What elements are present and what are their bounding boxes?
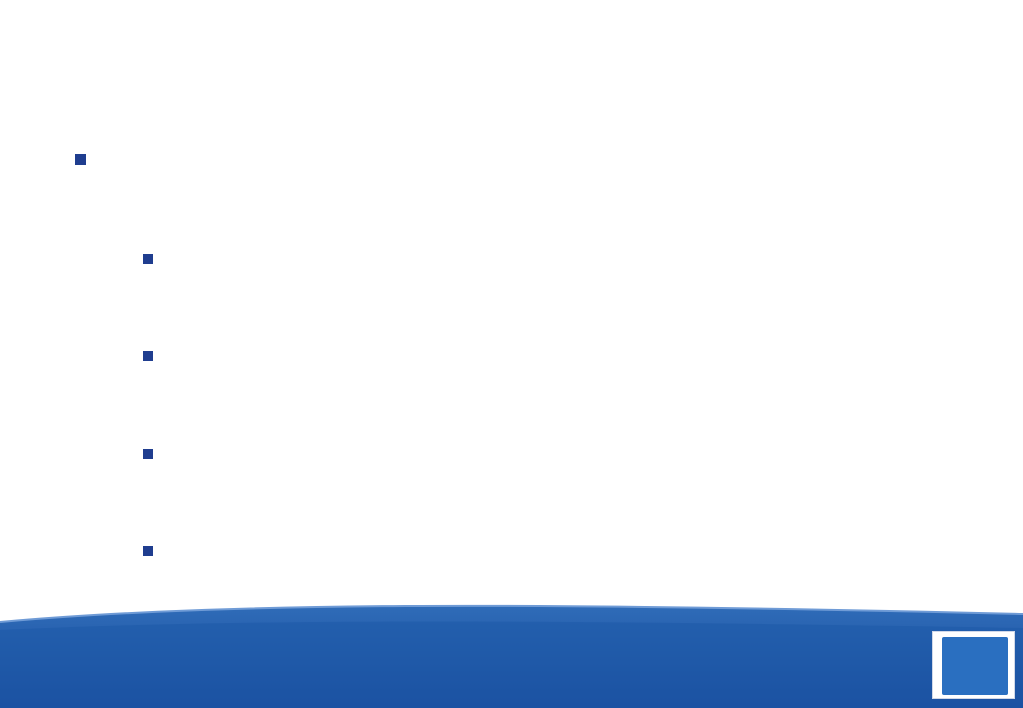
anact-logo — [932, 631, 1015, 699]
logo-side-text — [935, 636, 943, 686]
square-bullet-icon — [143, 254, 153, 264]
square-bullet-icon — [143, 449, 153, 459]
square-bullet-icon — [143, 351, 153, 361]
square-bullet-icon — [75, 154, 86, 165]
decorative-dots-footer — [0, 648, 380, 674]
logo-panel — [942, 637, 1008, 695]
square-bullet-icon — [143, 546, 153, 556]
